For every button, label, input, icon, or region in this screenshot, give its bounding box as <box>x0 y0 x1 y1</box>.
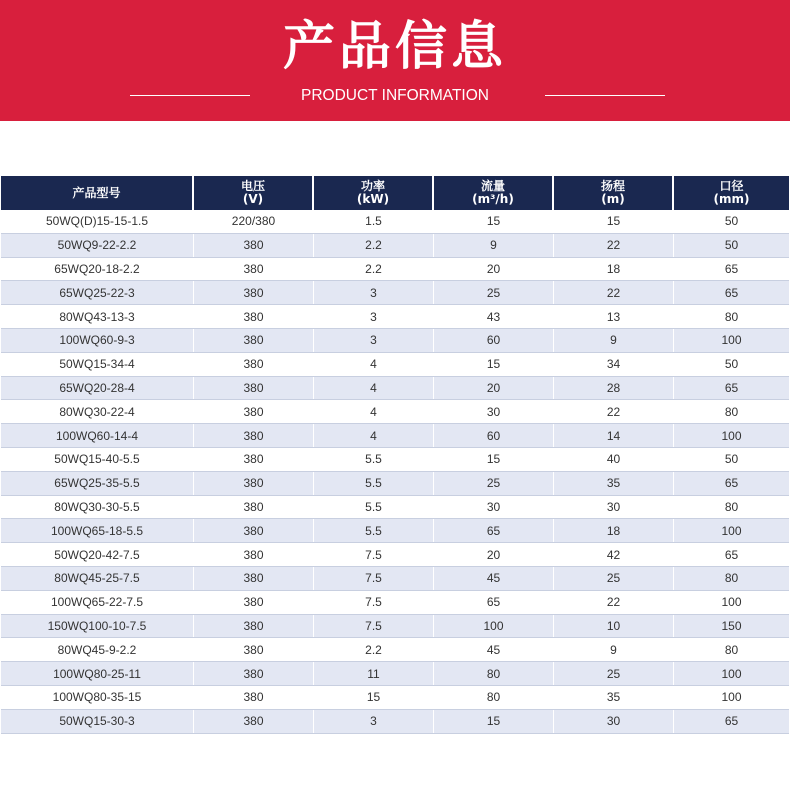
cell-voltage: 220/380 <box>194 210 314 233</box>
cell-voltage: 380 <box>194 258 314 281</box>
cell-diameter: 65 <box>724 547 739 562</box>
cell-model: 65WQ25-35-5.5 <box>1 472 194 495</box>
cell-power: 2.2 <box>314 638 434 661</box>
cell-head: 14 <box>554 424 674 447</box>
cell-model: 50WQ20-42-7.5 <box>1 543 194 566</box>
cell-model: 65WQ25-22-3 <box>1 281 194 304</box>
cell-diameter: 65 <box>724 714 739 729</box>
page-subtitle: PRODUCT INFORMATION <box>300 87 489 104</box>
cell-head: 25 <box>554 567 674 590</box>
cell-model: 50WQ(D)15-15-1.5 <box>1 210 194 233</box>
cell-model: 100WQ65-22-7.5 <box>1 591 194 614</box>
cell-power: 11 <box>314 662 434 685</box>
cell-model: 100WQ60-9-3 <box>1 329 194 352</box>
header-diameter-label: 口径 <box>719 179 744 193</box>
cell-power: 4 <box>314 400 434 423</box>
cell-model: 80WQ43-13-3 <box>1 305 194 328</box>
header-diameter-unit: (mm) <box>713 192 750 206</box>
cell-model: 50WQ15-34-4 <box>1 353 194 376</box>
cell-flow: 15 <box>434 448 554 471</box>
cell-power: 4 <box>314 424 434 447</box>
cell-head: 30 <box>554 710 674 733</box>
cell-power: 2.2 <box>314 234 434 257</box>
cell-power: 7.5 <box>314 567 434 590</box>
cell-flow: 20 <box>434 258 554 281</box>
cell-model: 65WQ20-28-4 <box>1 377 194 400</box>
cell-head: 35 <box>554 686 674 709</box>
table-row <box>1 615 789 639</box>
cell-voltage: 380 <box>194 234 314 257</box>
table-row <box>1 591 789 615</box>
product-table <box>1 176 789 734</box>
cell-head: 28 <box>554 377 674 400</box>
table-row <box>1 305 789 329</box>
cell-voltage: 380 <box>194 305 314 328</box>
header-head <box>554 176 674 210</box>
cell-flow: 15 <box>434 210 554 233</box>
cell-power: 5.5 <box>314 496 434 519</box>
cell-head: 15 <box>554 210 674 233</box>
cell-head: 35 <box>554 472 674 495</box>
cell-flow: 45 <box>434 567 554 590</box>
cell-diameter: 80 <box>724 571 739 586</box>
header-model <box>1 176 194 210</box>
cell-voltage: 380 <box>194 329 314 352</box>
cell-head: 30 <box>554 496 674 519</box>
cell-diameter: 80 <box>724 309 739 324</box>
cell-model: 50WQ15-40-5.5 <box>1 448 194 471</box>
cell-diameter: 100 <box>721 523 742 538</box>
cell-model: 100WQ80-35-15 <box>1 686 194 709</box>
page-title: 产品信息 <box>282 17 507 77</box>
cell-voltage: 380 <box>194 400 314 423</box>
cell-diameter: 80 <box>724 499 739 514</box>
cell-head: 22 <box>554 281 674 304</box>
cell-voltage: 380 <box>194 638 314 661</box>
cell-head: 25 <box>554 662 674 685</box>
cell-model: 80WQ30-30-5.5 <box>1 496 194 519</box>
cell-diameter: 100 <box>721 690 742 705</box>
cell-flow: 15 <box>434 710 554 733</box>
cell-head: 18 <box>554 519 674 542</box>
cell-head: 22 <box>554 591 674 614</box>
cell-head: 9 <box>554 638 674 661</box>
cell-power: 3 <box>314 710 434 733</box>
cell-model: 50WQ9-22-2.2 <box>1 234 194 257</box>
table-row <box>1 567 789 591</box>
cell-diameter: 50 <box>724 452 739 467</box>
table-body <box>1 210 789 734</box>
cell-flow: 30 <box>434 496 554 519</box>
cell-diameter: 65 <box>724 285 739 300</box>
header-power-unit: (kW) <box>356 192 390 206</box>
cell-flow: 60 <box>434 329 554 352</box>
table-row <box>1 519 789 543</box>
cell-head: 34 <box>554 353 674 376</box>
cell-diameter: 100 <box>721 595 742 610</box>
cell-power: 5.5 <box>314 472 434 495</box>
cell-voltage: 380 <box>194 710 314 733</box>
header-power <box>314 176 434 210</box>
table-row <box>1 543 789 567</box>
cell-head: 10 <box>554 615 674 638</box>
cell-voltage: 380 <box>194 686 314 709</box>
cell-voltage: 380 <box>194 472 314 495</box>
header-banner <box>0 0 790 121</box>
header-model-label: 产品型号 <box>72 185 121 200</box>
cell-diameter: 100 <box>721 428 742 443</box>
cell-diameter: 80 <box>724 642 739 657</box>
cell-head: 22 <box>554 400 674 423</box>
cell-power: 5.5 <box>314 519 434 542</box>
cell-model: 100WQ60-14-4 <box>1 424 194 447</box>
cell-flow: 65 <box>434 591 554 614</box>
cell-diameter: 50 <box>724 357 739 372</box>
cell-flow: 80 <box>434 686 554 709</box>
header-flow-label: 流量 <box>480 179 505 193</box>
cell-head: 18 <box>554 258 674 281</box>
cell-power: 7.5 <box>314 543 434 566</box>
cell-flow: 25 <box>434 281 554 304</box>
table-row <box>1 234 789 258</box>
table-row <box>1 258 789 282</box>
cell-flow: 9 <box>434 234 554 257</box>
cell-model: 50WQ15-30-3 <box>1 710 194 733</box>
cell-flow: 80 <box>434 662 554 685</box>
cell-power: 15 <box>314 686 434 709</box>
cell-voltage: 380 <box>194 591 314 614</box>
header-head-unit: (m) <box>601 192 625 206</box>
header-flow-unit: (m³/h) <box>472 192 514 206</box>
table-row <box>1 472 789 496</box>
cell-flow: 100 <box>434 615 554 638</box>
header-power-label: 功率 <box>360 179 385 193</box>
cell-flow: 25 <box>434 472 554 495</box>
cell-diameter: 50 <box>724 214 739 229</box>
cell-model: 80WQ45-25-7.5 <box>1 567 194 590</box>
table-row <box>1 329 789 353</box>
table-header <box>1 176 789 210</box>
table-row <box>1 638 789 662</box>
cell-diameter: 80 <box>724 404 739 419</box>
header-voltage-label: 电压 <box>240 179 265 193</box>
cell-voltage: 380 <box>194 448 314 471</box>
cell-power: 4 <box>314 377 434 400</box>
cell-flow: 15 <box>434 353 554 376</box>
cell-flow: 45 <box>434 638 554 661</box>
table-row <box>1 710 789 734</box>
cell-model: 65WQ20-18-2.2 <box>1 258 194 281</box>
cell-model: 80WQ45-9-2.2 <box>1 638 194 661</box>
cell-head: 13 <box>554 305 674 328</box>
cell-head: 40 <box>554 448 674 471</box>
cell-power: 3 <box>314 305 434 328</box>
header-head-label: 扬程 <box>600 179 625 193</box>
cell-voltage: 380 <box>194 496 314 519</box>
cell-power: 7.5 <box>314 615 434 638</box>
cell-diameter: 50 <box>724 238 739 253</box>
table-row <box>1 281 789 305</box>
table-row <box>1 496 789 520</box>
cell-power: 4 <box>314 353 434 376</box>
cell-model: 150WQ100-10-7.5 <box>1 615 194 638</box>
cell-voltage: 380 <box>194 377 314 400</box>
cell-head: 9 <box>554 329 674 352</box>
cell-diameter: 65 <box>724 380 739 395</box>
table-row <box>1 686 789 710</box>
cell-diameter: 100 <box>721 333 742 348</box>
table-row <box>1 662 789 686</box>
cell-flow: 30 <box>434 400 554 423</box>
table-row <box>1 210 789 234</box>
cell-model: 100WQ65-18-5.5 <box>1 519 194 542</box>
cell-diameter: 65 <box>724 261 739 276</box>
cell-flow: 60 <box>434 424 554 447</box>
cell-power: 1.5 <box>314 210 434 233</box>
cell-voltage: 380 <box>194 519 314 542</box>
cell-flow: 20 <box>434 377 554 400</box>
cell-power: 7.5 <box>314 591 434 614</box>
header-voltage <box>194 176 314 210</box>
header-flow <box>434 176 554 210</box>
cell-power: 3 <box>314 281 434 304</box>
cell-head: 22 <box>554 234 674 257</box>
cell-diameter: 65 <box>724 476 739 491</box>
cell-voltage: 380 <box>194 281 314 304</box>
cell-power: 2.2 <box>314 258 434 281</box>
cell-diameter: 100 <box>721 666 742 681</box>
cell-power: 5.5 <box>314 448 434 471</box>
cell-voltage: 380 <box>194 353 314 376</box>
cell-voltage: 380 <box>194 424 314 447</box>
cell-model: 80WQ30-22-4 <box>1 400 194 423</box>
cell-flow: 20 <box>434 543 554 566</box>
table-row <box>1 424 789 448</box>
table-row <box>1 353 789 377</box>
cell-flow: 65 <box>434 519 554 542</box>
table-row <box>1 400 789 424</box>
cell-voltage: 380 <box>194 615 314 638</box>
header-diameter <box>674 176 789 210</box>
cell-head: 42 <box>554 543 674 566</box>
cell-power: 3 <box>314 329 434 352</box>
header-voltage-unit: (V) <box>242 192 264 206</box>
cell-voltage: 380 <box>194 662 314 685</box>
table-row <box>1 377 789 401</box>
cell-flow: 43 <box>434 305 554 328</box>
cell-voltage: 380 <box>194 567 314 590</box>
cell-model: 100WQ80-25-11 <box>1 662 194 685</box>
cell-voltage: 380 <box>194 543 314 566</box>
table-row <box>1 448 789 472</box>
cell-diameter: 150 <box>721 618 742 633</box>
